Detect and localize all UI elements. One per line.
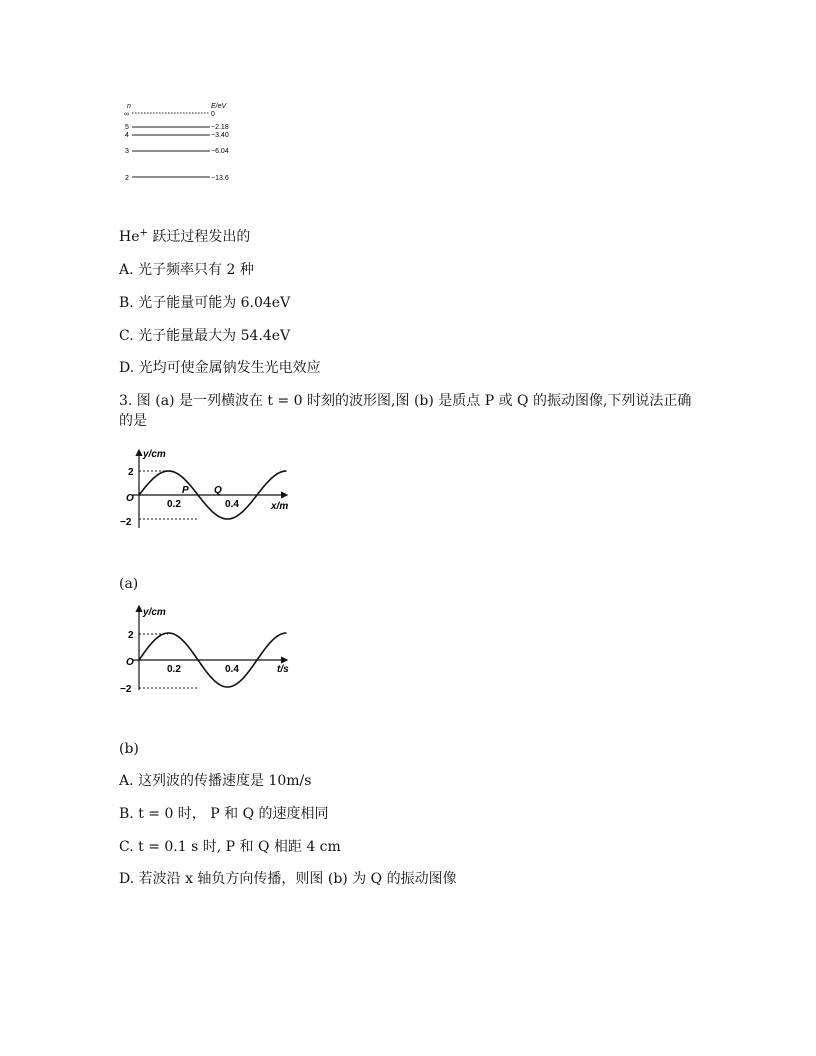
level-n-label: 4 — [125, 132, 129, 139]
level-n-label: 2 — [125, 175, 129, 182]
level-energy-label: −6.04 — [211, 148, 229, 155]
q2-stem-prefix: He — [119, 229, 140, 245]
level-energy-label: 0 — [211, 111, 215, 118]
n-axis-header: n — [127, 103, 131, 110]
level-n-label: ∞ — [124, 111, 129, 118]
q2-stem-sup: + — [139, 227, 148, 239]
level-n-label: 3 — [125, 148, 129, 155]
q3-option-c: C. t = 0.1 s 时, P 和 Q 相距 4 cm — [119, 839, 341, 855]
level-energy-label: −2.18 — [211, 124, 229, 131]
q2-option-c: C. 光子能量最大为 54.4eV — [119, 328, 291, 344]
q2-stem — [119, 228, 250, 246]
y-tick-label-top: 2 — [128, 467, 134, 478]
q2-stem-rest: 跃迁过程发出的 — [147, 229, 251, 245]
x-tick-label-0.2: 0.2 — [167, 499, 181, 510]
q3-option-d: D. 若波沿 x 轴负方向传播，则图 (b) 为 Q 的振动图像 — [119, 871, 457, 887]
q2-option-a: A. 光子频率只有 2 种 — [119, 262, 254, 278]
point-q-label: Q — [214, 485, 222, 496]
q3-option-b: B. t = 0 时， P 和 Q 的速度相同 — [119, 806, 329, 822]
q3-option-a: A. 这列波的传播速度是 10m/s — [119, 773, 312, 789]
x-axis-label: x/m — [271, 501, 289, 512]
level-energy-label: −13.6 — [211, 175, 229, 182]
y-axis-label: y/cm — [143, 607, 166, 618]
level-energy-label: −3.40 — [211, 132, 229, 139]
caption-b: (b) — [119, 741, 139, 757]
caption-a: (a) — [119, 576, 139, 592]
wave-graph-a — [119, 446, 299, 534]
y-axis-label: y/cm — [143, 449, 166, 460]
y-tick-label-bottom: −2 — [120, 684, 132, 694]
y-tick-label-bottom: −2 — [120, 517, 132, 528]
energy-axis-header: E/eV — [211, 103, 227, 110]
origin-label: O — [126, 493, 134, 504]
q3-stem: 3. 图 (a) 是一列横波在 t = 0 时刻的波形图,图 (b) 是质点 P 或 Q 的振动图像,下列说法正确的是 — [119, 393, 692, 429]
x-tick-label-0.2: 0.2 — [167, 664, 181, 675]
q2-option-b: B. 光子能量可能为 6.04eV — [119, 295, 291, 311]
level-n-label: 5 — [125, 124, 129, 131]
y-tick-label-top: 2 — [128, 630, 134, 641]
point-p-label: P — [182, 485, 189, 496]
origin-label: O — [126, 657, 134, 668]
x-tick-label-0.4: 0.4 — [225, 499, 239, 510]
q2-option-d: D. 光均可使金属钠发生光电效应 — [119, 360, 321, 376]
energy-level-diagram — [119, 96, 249, 188]
x-axis-label: t/s — [277, 664, 289, 675]
vibration-graph-b — [119, 602, 299, 694]
x-tick-label-0.4: 0.4 — [225, 664, 239, 675]
